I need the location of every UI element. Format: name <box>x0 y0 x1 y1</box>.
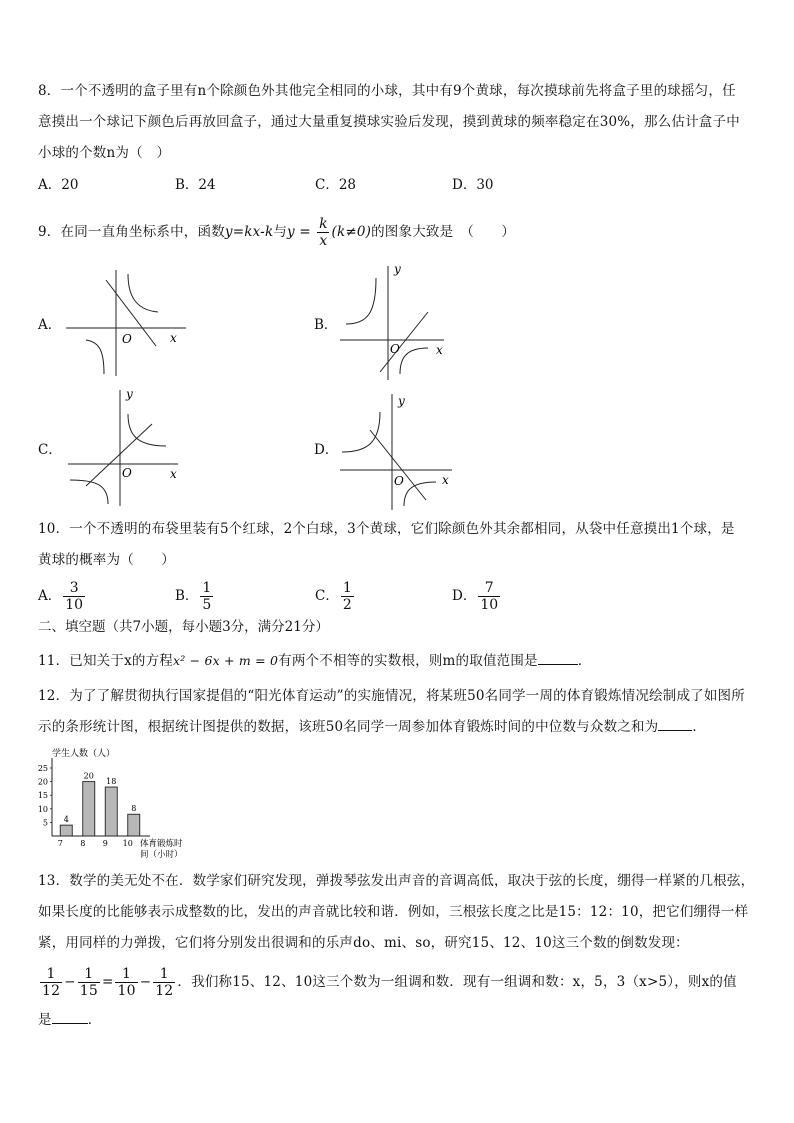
chart-xtick-label: 9 <box>102 839 108 848</box>
q8-line2: 意摸出一个球记下颜色后再放回盒子，通过大量重复摸球实验后发现，摸到黄球的频率稳定在30%，那么估计盒子中 <box>38 114 740 130</box>
q12-end: ． <box>692 719 707 735</box>
q13-line4 <box>38 960 760 1004</box>
chart-data-label: 18 <box>106 777 117 787</box>
equals-sign: = <box>101 974 114 990</box>
chart-bar <box>83 782 95 836</box>
chart-bar <box>105 787 117 836</box>
q13-frac-4 <box>153 966 175 999</box>
q10-option-c[interactable] <box>315 578 356 614</box>
q13-frac-1 <box>40 966 62 999</box>
q9-mid: 与 <box>273 224 288 240</box>
line-graph <box>86 424 152 486</box>
frac-numerator: 1 <box>84 966 94 982</box>
frac-denominator: 12 <box>155 983 174 999</box>
frac-numerator: 1 <box>342 580 352 596</box>
q10-option-c-fraction <box>341 580 354 613</box>
chart-ytick-label: 10 <box>37 804 48 814</box>
q10-line1: 10．一个不透明的布袋里装有5个红球，2个白球，3个黄球，它们除颜色外其余都相同，从袋中任意摸出1个球，是 <box>38 521 735 537</box>
chart-xtick-label: 7 <box>57 839 63 848</box>
chart-ytick-label: 5 <box>42 818 48 828</box>
minus-sign: − <box>139 974 152 990</box>
q8-line1: 8．一个不透明的盒子里有n个除颜色外其他完全相同的小球，其中有9个黄球，每次摸球前先将盒子里的球摇匀，任 <box>38 83 736 99</box>
hyperbola-branch-1 <box>346 278 376 324</box>
frac-denominator: 10 <box>117 983 136 999</box>
frac-denominator: 5 <box>202 597 212 613</box>
q9-option-c-label[interactable]: C． <box>38 442 62 458</box>
q13-frac-3 <box>115 966 137 999</box>
q13-frac-2 <box>78 966 100 999</box>
q9-graph-c[interactable] <box>66 386 190 508</box>
frac-numerator: 7 <box>484 580 494 596</box>
q8-options <box>38 172 738 198</box>
q12-line2-wrap <box>38 712 760 743</box>
q9-option-b-label[interactable]: B． <box>314 317 338 333</box>
chart-data-label: 4 <box>63 815 69 825</box>
hyperbola-branch-2 <box>400 348 428 374</box>
q9-fraction <box>317 216 329 249</box>
frac-numerator: 1 <box>122 966 132 982</box>
question-11 <box>38 645 760 677</box>
y-axis-label: y <box>398 394 405 408</box>
chart-data-label: 20 <box>83 771 94 781</box>
q9-frac-denominator: x <box>319 233 328 249</box>
question-10 <box>38 514 760 576</box>
bar-chart <box>34 744 224 862</box>
q13-line1: 13．数学的美无处不在．数学家们研究发现，弹拨琴弦发出声音的音调高低，取决于弦的长度，绷得一样紧的几根弦， <box>38 873 755 889</box>
q8-option-b[interactable]: B．24 <box>175 177 216 193</box>
frac-denominator: 15 <box>79 983 98 999</box>
y-axis-label: y <box>126 387 133 401</box>
q9-y-lhs: y = <box>287 224 311 240</box>
origin-label: O <box>390 342 400 356</box>
q11-suffix: 有两个不相等的实数根，则m的取值范围是 <box>278 653 538 669</box>
hyperbola-branch-1 <box>342 412 380 452</box>
bar-chart-svg <box>34 744 224 862</box>
origin-label: O <box>122 466 132 480</box>
question-12 <box>38 681 760 743</box>
q10-option-a[interactable] <box>38 578 87 614</box>
question-9 <box>38 212 760 252</box>
hyperbola-branch-2 <box>86 340 104 374</box>
q10-option-b-fraction <box>200 580 213 613</box>
q13-line2: 如果长度的比能够表示成整数的比，发出的声音就比较和谐．例如，三根弦长度之比是15：12：10，把它们绷得一样 <box>38 904 749 920</box>
q13-line4-suffix: ．我们称15、12、10这三个数为一组调和数．现有一组调和数：x，5，3（x>5），则x的值 <box>177 974 737 990</box>
q9-graph-d[interactable] <box>340 390 460 512</box>
minus-sign: − <box>64 974 76 990</box>
frac-numerator: 1 <box>46 966 56 982</box>
q11-prefix: 11．已知关于x的方程 <box>38 653 173 669</box>
hyperbola-branch-1 <box>128 274 158 312</box>
frac-numerator: 1 <box>202 580 212 596</box>
q13-end: ． <box>87 1012 102 1028</box>
q12-line1: 12．为了了解贯彻执行国家提倡的“阳光体育运动”的实施情况，将某班50名同学一周的体育锻炼情况绘制成了如图所 <box>38 688 745 704</box>
chart-data-label: 8 <box>131 804 137 814</box>
y-axis-label: y <box>394 262 401 276</box>
chart-ylabel: 学生人数（人） <box>52 749 116 759</box>
q10-line2: 黄球的概率为（ ） <box>38 552 175 568</box>
chart-xlabel-line2: 间（小时） <box>140 850 183 860</box>
line-graph <box>380 312 428 372</box>
q9-suffix: 的图象大致是 （ ） <box>371 224 516 240</box>
q9-linear-function: y=kx-k <box>224 224 274 240</box>
chart-bar <box>60 825 72 836</box>
chart-xtick-label: 8 <box>80 839 86 848</box>
origin-label: O <box>394 474 404 488</box>
x-axis-label: x <box>170 467 177 481</box>
q11-equation: x² − 6x + m = 0 <box>173 653 279 668</box>
section-heading: 二、填空题（共7小题，每小题3分，满分21分） <box>38 619 329 635</box>
q8-option-c[interactable]: C．28 <box>315 177 357 193</box>
q13-line3: 紧，用同样的力弹拨，它们将分别发出很调和的乐声do、mi、so，研究15、12、10这三个数的倒数发现： <box>38 935 689 951</box>
q9-prefix: 9．在同一直角坐标系中，函数 <box>38 224 225 240</box>
q12-answer-blank[interactable] <box>658 716 692 731</box>
origin-label: O <box>122 332 132 346</box>
chart-xtick-label: 10 <box>122 839 133 848</box>
q8-option-a[interactable]: A．20 <box>38 177 79 193</box>
q8-option-d[interactable]: D．30 <box>452 177 494 193</box>
q9-option-d-label[interactable]: D． <box>314 442 339 458</box>
chart-bar <box>128 814 140 836</box>
question-8 <box>38 76 760 169</box>
frac-denominator: 12 <box>42 983 61 999</box>
q13-line5-wrap <box>38 1005 760 1036</box>
q10-option-d-fraction <box>478 580 500 613</box>
q13-answer-blank[interactable] <box>52 1009 88 1024</box>
q10-option-a-fraction <box>63 580 85 613</box>
line-graph <box>370 430 426 500</box>
x-axis-label: x <box>170 331 177 345</box>
q9-option-a-label[interactable]: A． <box>38 317 62 333</box>
chart-ytick-label: 15 <box>37 791 48 801</box>
q10-option-d-label: D． <box>452 588 477 604</box>
q8-line3: 小球的个数n为（ ） <box>38 145 171 161</box>
chart-xlabel-line1: 体育锻炼时 <box>140 839 183 849</box>
q10-option-a-label: A． <box>38 588 62 604</box>
frac-denominator: 2 <box>342 597 352 613</box>
frac-numerator: 3 <box>69 580 79 596</box>
frac-numerator: 1 <box>159 966 169 982</box>
chart-ytick-label: 20 <box>37 777 48 787</box>
q9-graph-a[interactable] <box>66 266 196 378</box>
q9-graph-b[interactable] <box>340 262 452 382</box>
q12-line2: 示的条形统计图，根据统计图提供的数据，该班50名同学一周参加体育锻炼时间的中位数与众数之和为 <box>38 719 659 735</box>
x-axis-label: x <box>436 343 443 357</box>
q13-line5: 是 <box>38 1012 52 1028</box>
question-13 <box>38 866 760 959</box>
chart-ytick-label: 25 <box>37 764 48 773</box>
x-axis-label: x <box>442 473 449 487</box>
q9-frac-numerator: k <box>319 216 328 232</box>
q10-option-b[interactable] <box>175 578 215 614</box>
frac-denominator: 10 <box>480 597 499 613</box>
q10-option-d[interactable] <box>452 578 502 614</box>
q10-option-c-label: C． <box>315 588 339 604</box>
q10-option-b-label: B． <box>175 588 199 604</box>
q11-answer-blank[interactable] <box>538 650 578 665</box>
frac-denominator: 10 <box>65 597 84 613</box>
q11-end: ． <box>577 653 592 669</box>
q10-options <box>38 578 738 614</box>
q9-condition: (k≠0) <box>331 224 372 240</box>
hyperbola-branch-2 <box>404 482 436 506</box>
